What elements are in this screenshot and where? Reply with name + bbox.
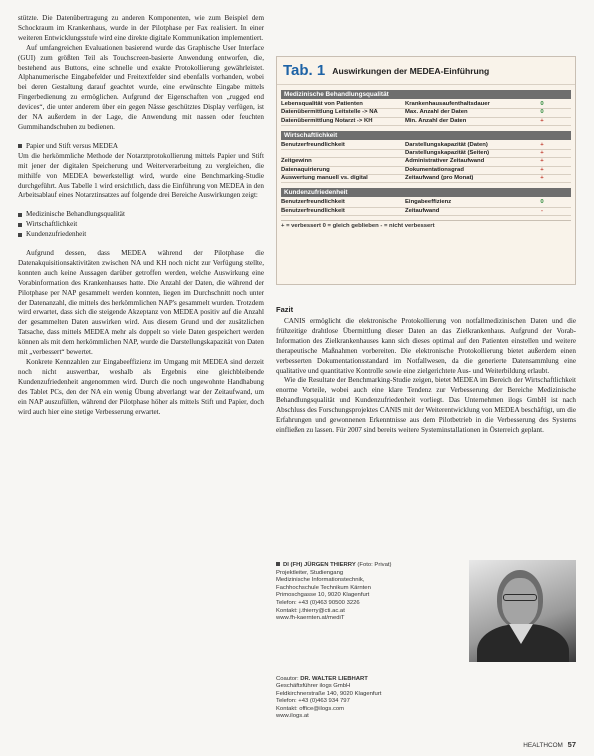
table-section-heading: Wirtschaftlichkeit [281, 131, 571, 140]
rating-cell: + [540, 141, 544, 148]
right-paragraph-1: CANIS ermöglicht die elektronische Protokollierung von notfallmedizinischen Daten und die frühzeitige drahtlose Übermittlung dieser Daten an das Zielkrankenhaus. Aufgrund der Vorab-Information des Zielkrankenhauses kann sich dieses optimal auf den Patienten einstellen und weitere therapeutische Maßnahmen vorbereiten. Die elektronische Protokollierung bietet außerdem einen verbesserten Dokumentationsstandard im Notfallwesen, da die generierte Datensammlung eine qualitative und quantitative Kontrolle sowie eine zielgerichtete Aus- und Weiterbildung erlaubt. [276, 317, 576, 375]
section-heading [18, 142, 264, 152]
photo-credit: (Foto: Privat) [357, 562, 392, 568]
criterion-cell: Benutzerfreundlichkeit [281, 207, 345, 214]
right-paragraph-2: Wie die Resultate der Benchmarking-Studie zeigen, bietet MEDEA im Bereich der Wirtschaftlichkeit enorme Vorteile, wobei auch eine klare Tendenz zur Verbesserung der Bereiche Medizinische Behandlungsqualität und Kundenzufriedenheit vorliegt. Das Unternehmen ilogs GmbH ist nach Abschluss des Forschungsprojektes CANIS mit der Weiterentwicklung von MEDEA beschäftigt, um die Erfahrungen und gewonnenen Erkenntnisse aus dem Pilotbetrieb in die Verbesserung des Systems einfließen zu lassen. Für 2007 sind bereits weitere Systeminstallationen in Österreich geplant. [276, 376, 576, 434]
rating-cell: 0 [540, 101, 544, 107]
author-name: DI (FH) JÜRGEN THIERRY [283, 562, 356, 568]
left-paragraph-4: Aufgrund dessen, dass MEDEA während der Pilotphase die Datenakquisitionsaktivitäten zwischen NA und KH noch nicht zur Verfügung stellte, konnten auch keine Aussagen darüber getroffen werden, welche Auswirkung eine Vorabinformation des Krankenhauses hatte. Die Anzahl der Daten, die während der Pilotphase per NAP gesammelt werden konnten, liegen im Durchschnitt noch unter der Datenanzahl, die mittels des herkömmlichen NAP's gesammelt wurden. Trotzdem wird erwartet, dass sich die steigende Akzeptanz von MEDEA positiv auf die Anzahl der gesammelten Daten auswirken wird. Aus diesem Grund und der zusätzlichen Tatsache, dass mittels MEDEA mehr als doppelt so viele Daten gespeichert werden können als mit dem herkömmlichen NAP, wurde die Darstellungskapazität von Daten mit „verbessert“ bewertet. [18, 249, 264, 357]
author-line: Telefon: +43 (0)463 90500 3226 [276, 599, 360, 606]
coauthor-line: Geschäftsführer ilogs GmbH [276, 683, 351, 690]
impact-table [276, 56, 576, 285]
left-paragraph-3: Um die herkömmliche Methode der Notarztprotokollierung mittels Papier und Stift mit jener der digitalen Speicherung und Weiterverarbeitung zu vergleichen, die mithilfe von MEDEA bewerkstelligt wird, wurde eine Benchmarking-Studie durchgeführt. Aus Tabelle 1 wird ersichtlich, dass die Einführung von MEDEA in den Arbeitsablauf eines Notarztinsatzes auf folgende drei Bereiche Auswirkungen zeigt: [18, 151, 264, 200]
magazine-name: HEALTHCOM [523, 742, 563, 749]
table-row [281, 101, 571, 109]
table-row [281, 167, 571, 175]
rating-cell: + [540, 150, 544, 157]
bullet-square-icon [276, 562, 280, 566]
metric-cell: Zeitaufwand [405, 207, 440, 214]
table-legend: + = verbessert 0 = gleich geblieben - = nicht verbessert [281, 220, 571, 229]
table-row [281, 175, 571, 183]
bullet-square-icon [18, 223, 22, 227]
left-paragraph-2: Auf umfangreichen Evaluationen basierend wurde das Graphische User Interface (GUI) zum größten Teil als Touchscreen-basierte Anwendung entworfen, die, bestehend aus Buttons, eine schnelle und exakte Protokollierung gewährleistet. Alphanumerische Eingabefelder und Freitextfelder sind ebenfalls vorhanden, wobei bei deren Gestaltung darauf geachtet wurde, eine erwünschte Eingabe mittels Fingerbedienung zu ermöglichen. Aufgrund der Eigenschaften von „rugged end devices“, die unter anderem über ein gegen Nässe geschütztes Display verfügen, ist der NA außerdem in der Lage, die Anwendung mit nassen oder feuchten Gummihandschuhen zu bedienen. [18, 43, 264, 131]
metric-cell: Darstellungskapazität (Seiten) [405, 150, 490, 157]
right-column [276, 317, 576, 436]
author-line: Primoschgasse 10, 9020 Klagenfurt [276, 592, 370, 599]
metric-cell: Krankenhausaufenthaltsdauer [405, 101, 490, 107]
table-section-heading: Medizinische Behandlungsqualität [281, 90, 571, 99]
author-website: www.fh-kaernten.at/mediT [276, 615, 345, 622]
bullet-square-icon [18, 233, 22, 237]
rating-cell: + [540, 175, 544, 182]
criterion-cell: Datenaquirierung [281, 166, 330, 173]
table-row [281, 118, 571, 126]
coauthor-prefix: Coautor: [276, 676, 299, 682]
coauthor-email: Kontakt: office@ilogs.com [276, 705, 345, 712]
coauthor-line: Feldkirchnerstraße 140, 9020 Klagenfurt [276, 690, 382, 697]
coauthor-info [276, 676, 506, 720]
criterion-cell: Datenübermittlung Leitstelle -> NA [281, 109, 378, 116]
metric-cell: Min. Anzahl der Daten [405, 117, 467, 124]
rating-cell: 0 [540, 199, 544, 206]
section-heading-text: Papier und Stift versus MEDEA [26, 141, 119, 150]
left-paragraph-5: Konkrete Kennzahlen zur Eingabeeffizienz im Umgang mit MEDEA sind derzeit noch nicht auswertbar, weshalb als Ergebnis eine gleichbleibende Kundenzufriedenheit angenommen wird. Durch die noch ungewohnte Handhabung des Tablet PCs, den der NA ein wenig Übung abverlangt war der Zeitaufwand, um ein NAP auszufüllen, während der Pilotphase höher als mittels Stift und Papier, doch wird auch hier eine stetige Verbesserung erwartet. [18, 358, 264, 416]
metric-cell: Darstellungskapazität (Daten) [405, 141, 488, 148]
table-number: Tab. 1 [283, 62, 326, 79]
page-footer [523, 740, 576, 749]
table-row [281, 142, 571, 150]
author-info [276, 562, 456, 623]
coauthor-website: www.ilogs.at [276, 713, 309, 720]
table-section-heading: Kundenzufriedenheit [281, 188, 571, 197]
author-line: Projektleiter, Studiengang [276, 569, 344, 576]
criterion-cell: Auswertung manuell vs. digital [281, 175, 368, 182]
criterion-cell [281, 150, 405, 157]
coauthor-name: DR. WALTER LIEBHART [300, 676, 368, 682]
rating-cell: - [541, 207, 543, 214]
fazit-heading: Fazit [276, 305, 294, 314]
metric-cell: Zeitaufwand (pro Monat) [405, 175, 474, 182]
list-item: Kundenzufriedenheit [18, 230, 264, 240]
rating-cell: + [540, 117, 544, 124]
bullet-square-icon [18, 144, 22, 148]
table-title [277, 57, 575, 85]
criterion-cell: Datenübermittlung Notarzt -> KH [281, 117, 373, 124]
table-row [281, 208, 571, 216]
author-photo [469, 560, 576, 662]
metric-cell: Eingabeeffizienz [405, 199, 452, 206]
list-item: Wirtschaftlichkeit [18, 220, 264, 230]
author-line: Fachhochschule Technikum Kärnten [276, 584, 371, 591]
rating-cell: + [540, 166, 544, 173]
criterion-cell: Lebensqualität von Patienten [281, 101, 363, 107]
bullet-square-icon [18, 213, 22, 217]
coauthor-line: Telefon: +43 (0)463 934 797 [276, 698, 350, 705]
rating-cell: 0 [540, 109, 544, 116]
table-row [281, 150, 571, 158]
list-item: Medizinische Behandlungsqualität [18, 210, 264, 220]
criterion-cell: Benutzerfreundlichkeit [281, 199, 345, 206]
author-line: Medizinische Informationstechnik, [276, 577, 365, 584]
left-paragraph-1: stützte. Die Datenübertragung zu anderen Komponenten, wie zum Beispiel dem Schockraum im Krankenhaus, wurde in der Pilotphase per Fax realisiert. In einer weiteren Entwicklungsstufe wird eine direkte digitale Kommunikation implementiert. [18, 14, 264, 42]
table-title-text: Auswirkungen der MEDEA-Einführung [332, 65, 490, 76]
metric-cell: Dokumentationsgrad [405, 166, 464, 173]
rating-cell: + [540, 158, 544, 165]
author-email: Kontakt: j.thierry@cti.ac.at [276, 607, 345, 614]
table-row [281, 109, 571, 117]
metric-cell: Administrativer Zeitaufwand [405, 158, 485, 165]
criterion-cell: Zeitgewinn [281, 158, 312, 165]
metric-cell: Max. Anzahl der Daten [405, 109, 468, 116]
left-column [18, 14, 264, 417]
criterion-cell: Benutzerfreundlichkeit [281, 141, 345, 148]
table-row [281, 158, 571, 166]
page-number: 57 [567, 740, 576, 749]
table-row [281, 199, 571, 207]
